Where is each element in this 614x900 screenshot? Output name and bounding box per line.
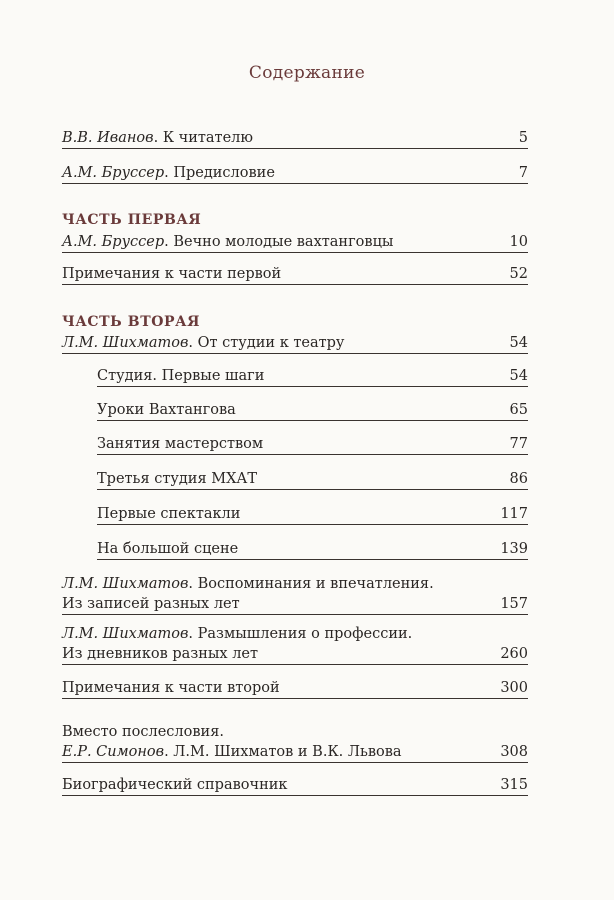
entry-title: Воспоминания и впечатления. <box>197 576 434 592</box>
entry-author: А.М. Бруссер <box>62 234 165 250</box>
toc-chapter[interactable] <box>97 366 528 387</box>
entry-page: 7 <box>518 165 528 181</box>
entry-page: 52 <box>509 266 528 282</box>
entry-title-line2: Из записей разных лет <box>62 596 240 612</box>
entry-page: 86 <box>509 471 528 487</box>
toc-entry-reflections[interactable]: Л.М. Шихматов. Размышления о профессии. Из дневников разных лет 260 <box>62 624 528 665</box>
toc-entry-studio-to-theatre[interactable]: Л.М. Шихматов. От студии к театру 54 <box>62 333 528 354</box>
toc-entry-vakhtangov[interactable]: А.М. Бруссер. Вечно молодые вахтанговцы 10 <box>62 232 528 253</box>
entry-page: 10 <box>509 234 528 250</box>
entry-page: 315 <box>500 777 528 793</box>
entry-title: Примечания к части второй <box>62 680 280 696</box>
entry-title: К читателю <box>162 130 253 146</box>
entry-page: 54 <box>509 335 528 351</box>
page-title: Содержание <box>248 63 366 83</box>
entry-title: Биографический справочник <box>62 777 288 793</box>
entry-page: 5 <box>518 130 528 146</box>
toc-entry-part2-notes[interactable] <box>62 678 528 699</box>
toc-entry-part1-notes[interactable] <box>62 264 528 285</box>
entry-title: Занятия мастерством <box>97 436 264 452</box>
entry-page: 54 <box>509 368 528 384</box>
entry-author: Е.Р. Симонов <box>62 744 165 760</box>
toc-chapter[interactable] <box>97 469 528 490</box>
entry-page: 139 <box>500 541 528 557</box>
part-one-heading: ЧАСТЬ ПЕРВАЯ <box>62 212 202 228</box>
entry-title: Студия. Первые шаги <box>97 368 265 384</box>
entry-title: От студии к театру <box>197 335 345 351</box>
entry-author: Л.М. Шихматов <box>62 576 189 592</box>
entry-author: В.В. Иванов <box>62 130 154 146</box>
entry-title: Уроки Вахтангова <box>97 402 236 418</box>
entry-title: Л.М. Шихматов и В.К. Львова <box>173 744 402 760</box>
toc-chapter[interactable] <box>97 434 528 455</box>
entry-page: 117 <box>500 506 528 522</box>
entry-author: Л.М. Шихматов <box>62 335 189 351</box>
toc-entry-memoirs[interactable]: Л.М. Шихматов. Воспоминания и впечатления. Из записей разных лет 157 <box>62 574 528 615</box>
toc-chapter[interactable] <box>97 539 528 560</box>
entry-page: 260 <box>500 646 528 662</box>
entry-title: Третья студия МХАТ <box>97 471 258 487</box>
entry-page: 157 <box>500 596 528 612</box>
entry-title: Примечания к части первой <box>62 266 282 282</box>
entry-page: 65 <box>509 402 528 418</box>
part-two-heading: ЧАСТЬ ВТОРАЯ <box>62 314 201 330</box>
toc-chapter[interactable] <box>97 400 528 421</box>
toc-chapter[interactable] <box>97 504 528 525</box>
entry-title: Размышления о профессии. <box>197 626 413 642</box>
entry-title: Вечно молодые вахтанговцы <box>173 234 394 250</box>
entry-title: Предисловие <box>173 165 275 181</box>
entry-title: Вместо послесловия. <box>62 724 224 740</box>
toc-entry-afterword[interactable]: Вместо послесловия. Е.Р. Симонов. Л.М. Шихматов и В.К. Львова 308 <box>62 722 528 763</box>
entry-page: 300 <box>500 680 528 696</box>
entry-title: На большой сцене <box>97 541 239 557</box>
toc-entry-reference[interactable] <box>62 775 528 796</box>
entry-title-line2: Из дневников разных лет <box>62 646 259 662</box>
entry-title: Первые спектакли <box>97 506 241 522</box>
entry-page: 308 <box>500 744 528 760</box>
entry-author: А.М. Бруссер <box>62 165 165 181</box>
toc-entry-reader[interactable]: В.В. Иванов. К читателю 5 <box>62 128 528 149</box>
entry-author: Л.М. Шихматов <box>62 626 189 642</box>
entry-page: 77 <box>509 436 528 452</box>
toc-entry-preface[interactable]: А.М. Бруссер. Предисловие 7 <box>62 163 528 184</box>
